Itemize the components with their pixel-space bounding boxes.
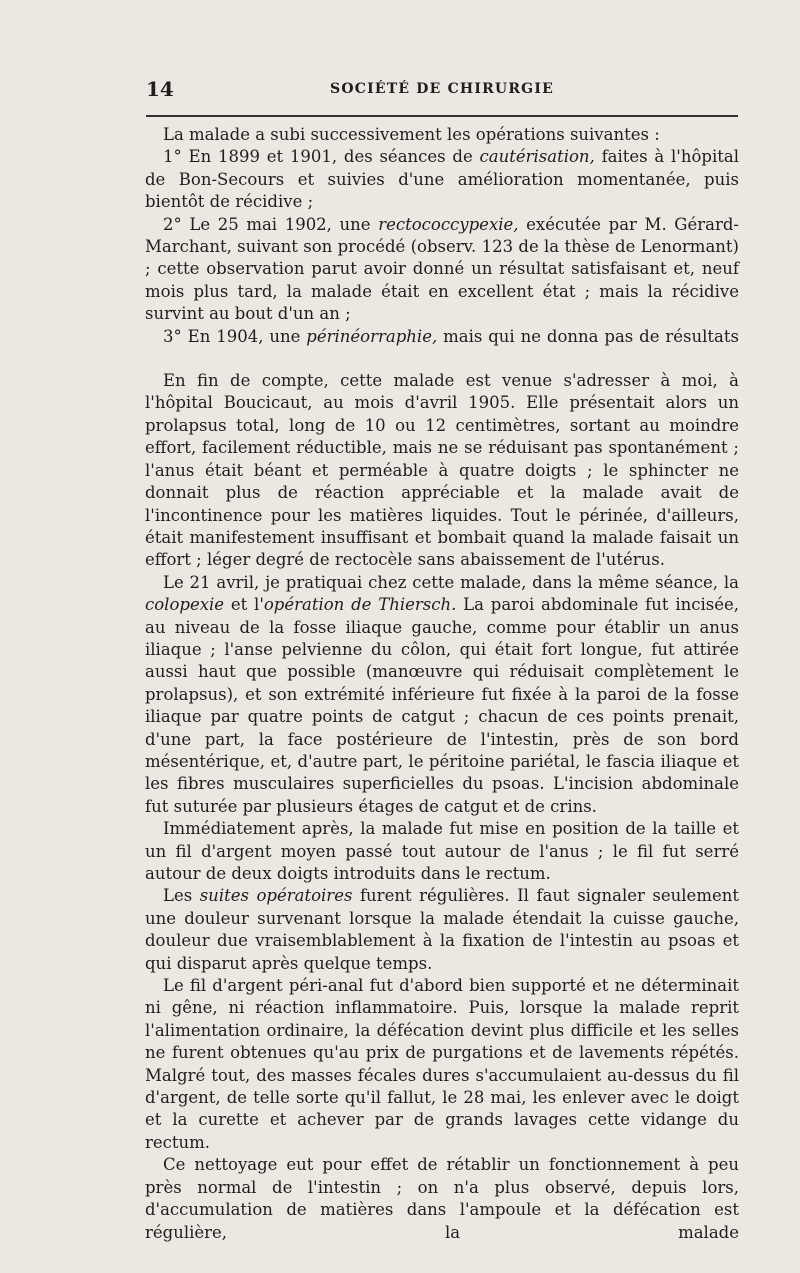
page-number: 14	[146, 77, 174, 101]
paragraph-silver-wire: Immédiatement après, la malade fut mise en position de la taille et un fil d'argent moyen passé tout autour de l'anus ; le fil fut serré autour de deux doigts introduits dans le rectum.	[145, 819, 739, 883]
page-header	[146, 77, 738, 101]
paragraph-cleaning: Ce nettoyage eut pour effet de rétablir un fonctionnement à peu près normal de l'intestin ; on n'a plus observé, depuis lors, d'accumulation de matières dans l'ampoule et la défécation est régulière, la malade	[145, 1155, 739, 1242]
paragraph-defecation: Le fil d'argent péri-anal fut d'abord bien supporté et ne déterminait ni gêne, ni réaction inflammatoire. Puis, lorsque la malade reprit l'alimentation ordinaire, la défécation devint plus difficile et les selles ne furent obtenues qu'au prix de purgations et de lavements répétés. Malgré tout, des masses fécales dures s'accumulaient au-dessus du fil d'argent, de telle sorte qu'il fallut, le 28 mai, les enlever avec le doigt et la curette et achever par de grands lavages cette vidange du rectum.	[145, 976, 739, 1152]
paragraph-item-1: 1° En 1899 et 1901, des séances de cautérisation, faites à l'hôpital de Bon-Secours et suivies d'une amélioration momentanée, puis bientôt de récidive ;	[145, 147, 739, 212]
body-text	[145, 124, 739, 1244]
paragraph-presentation: En fin de compte, cette malade est venue s'adresser à moi, à l'hôpital Boucicaut, au mois d'avril 1905. Elle présentait alors un prolapsus total, long de 10 ou 12 centimètres, sortant au moindre effort, facilement réductible, mais ne se réduisant pas spontanément ; l'anus était béant et perméable à quatre doigts ; le sphincter ne donnait plus de réaction appréciable et la malade avait de l'incontinence pour les matières liquides. Tout le périnée, d'ailleurs, était manifestement insuffisant et bombait quand la malade faisait un effort ; léger degré de rectocèle sans abaissement de l'utérus.	[145, 371, 739, 570]
paragraph-item-3: 3° En 1904, une périnéorraphie, mais qui ne donna pas de résultats	[163, 326, 739, 346]
header-rule	[146, 115, 738, 117]
paragraph-item-2: 2° Le 25 mai 1902, une rectococcypexie, exécutée par M. Gérard-Marchant, suivant son procédé (observ. 123 de la thèse de Lenormant) ; cette observation parut avoir donné un résultat satisfaisant et, neuf mois plus tard, la malade était en excellent état ; mais la récidive survint au bout d'un an ;	[145, 214, 739, 324]
paragraph-suites: Les suites opératoires furent régulières. Il faut signaler seulement une douleur survenant lorsque la malade étendait la cuisse gauche, douleur due vraisemblablement à la fixation de l'intestin au psoas et qui disparut après quelque temps.	[145, 886, 739, 973]
paragraph-operation: Le 21 avril, je pratiquai chez cette malade, dans la même séance, la colopexie et l'opération de Thiersch. La paroi abdominale fut incisée, au niveau de la fosse iliaque gauche, comme pour établir un anus iliaque ; l'anse pelvienne du côlon, qui était fort longue, fut attirée aussi haut que possible (manœuvre qui réduisait complètement le prolapsus), et son extrémité inférieure fut fixée à la paroi de la fosse iliaque par quatre points de catgut ; chacun de ces points prenait, d'une part, la face postérieure de l'intestin, près de son bord mésentérique, et, d'autre part, le péritoine pariétal, le fascia iliaque et les fibres musculaires superficielles du psoas. L'incision abdominale fut suturée par plusieurs étages de catgut et de crins.	[145, 572, 739, 816]
running-title: SOCIÉTÉ DE CHIRURGIE	[330, 81, 554, 97]
paragraph-intro: La malade a subi successivement les opérations suivantes :	[163, 125, 660, 144]
